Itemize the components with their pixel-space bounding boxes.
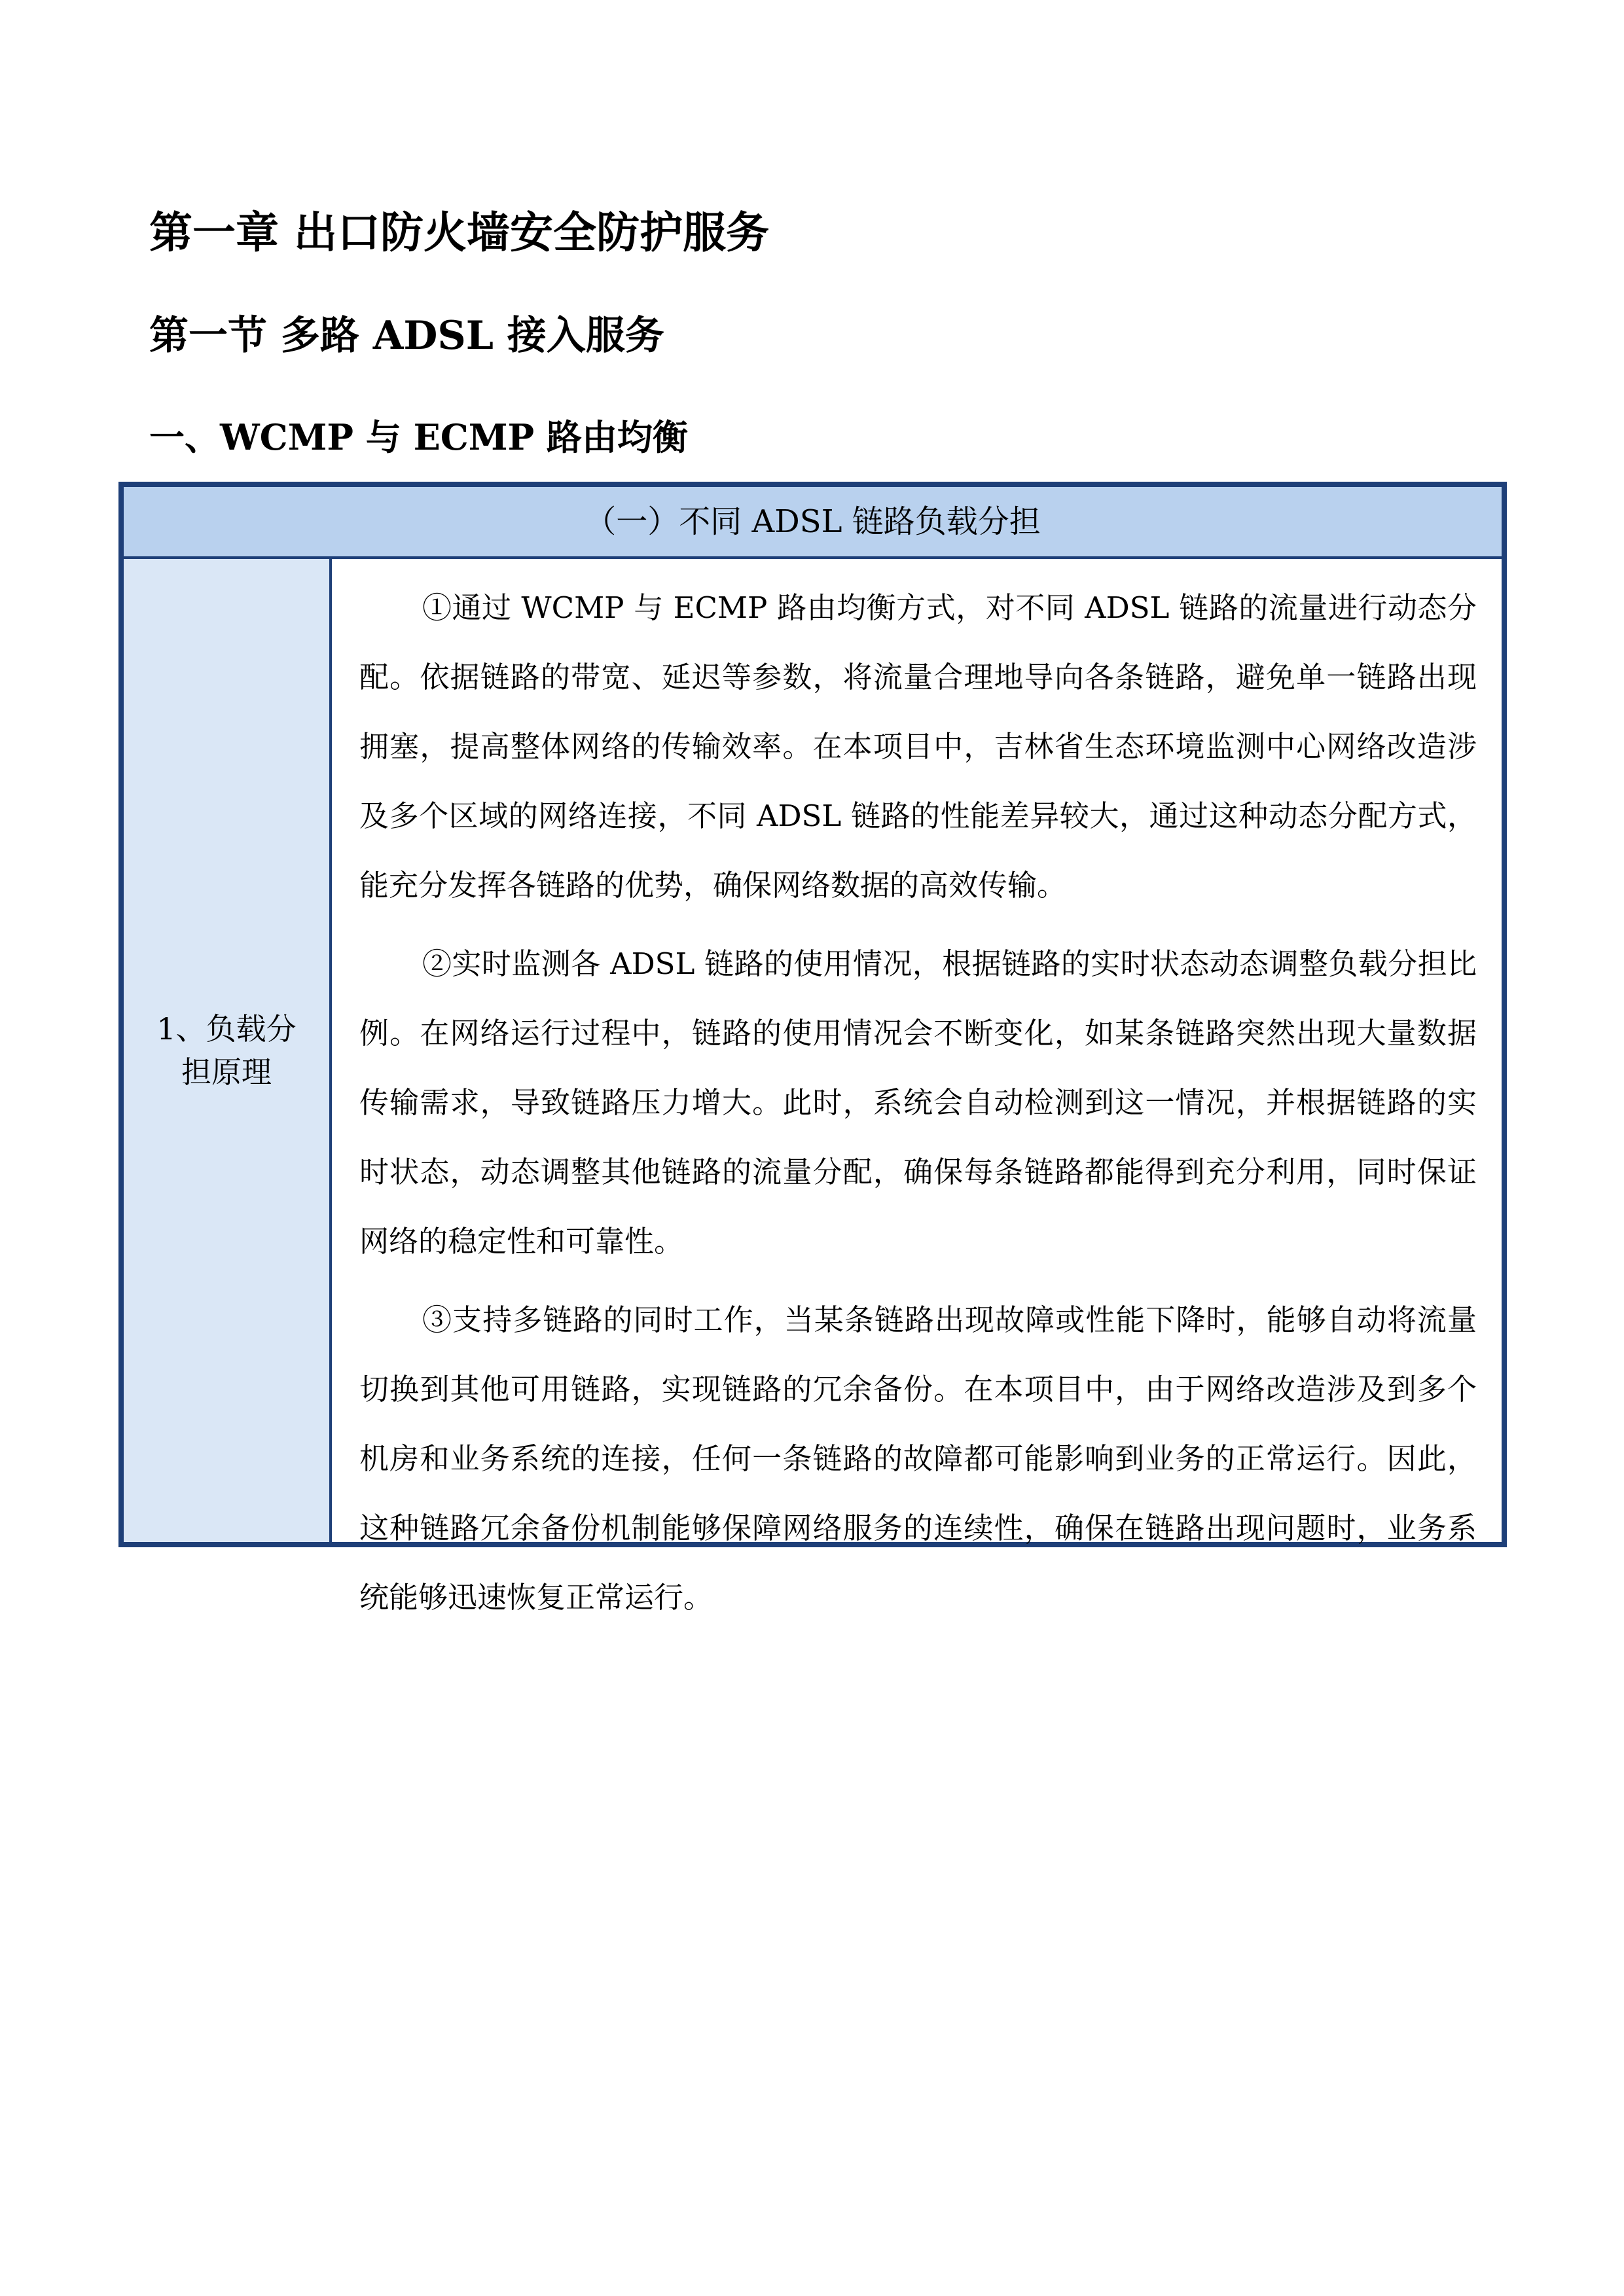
row-content-cell: [332, 559, 1502, 1615]
content-paragraph-3: ③支持多链路的同时工作，当某条链路出现故障或性能下降时，能够自动将流量切换到其他可用链路，实现链路的冗余备份。在本项目中，由于网络改造涉及到多个机房和业务系统的连接，任何一条链路的故障都可能影响到业务的正常运行。因此，这种链路冗余备份机制能够保障网络服务的连续性，确保在链路出现问题时，业务系统能够迅速恢复正常运行。: [359, 1302, 1477, 1615]
chapter-title: 第一章 出口防火墙安全防护服务: [149, 207, 769, 258]
table-header-text: （一）不同 ADSL 链路负载分担: [585, 503, 1041, 540]
row-label-cell: [124, 559, 332, 1542]
subsection-title: 一、WCMP 与 ECMP 路由均衡: [149, 416, 688, 458]
section-title: 第一节 多路 ADSL 接入服务: [149, 313, 664, 359]
content-paragraph-2: ②实时监测各 ADSL 链路的使用情况，根据链路的实时状态动态调整负载分担比例。在网络运行过程中，链路的使用情况会不断变化，如某条链路突然出现大量数据传输需求，导致链路压力增大。此时，系统会自动检测到这一情况，并根据链路的实时状态，动态调整其他链路的流量分配，确保每条链路都能得到充分利用，同时保证网络的稳定性和可靠性。: [359, 946, 1477, 1259]
table-header: [124, 487, 1502, 559]
content-paragraph-1: ①通过 WCMP 与 ECMP 路由均衡方式，对不同 ADSL 链路的流量进行动态分配。依据链路的带宽、延迟等参数，将流量合理地导向各条链路，避免单一链路出现拥塞，提高整体网络的传输效率。在本项目中，吉林省生态环境监测中心网络改造涉及多个区域的网络连接，不同 ADSL 链路的性能差异较大，通过这种动态分配方式，能充分发挥各链路的优势，确保网络数据的高效传输。: [359, 590, 1477, 903]
info-table: [118, 482, 1507, 1615]
row-label-text: 1、负载分担原理: [156, 1011, 297, 1090]
